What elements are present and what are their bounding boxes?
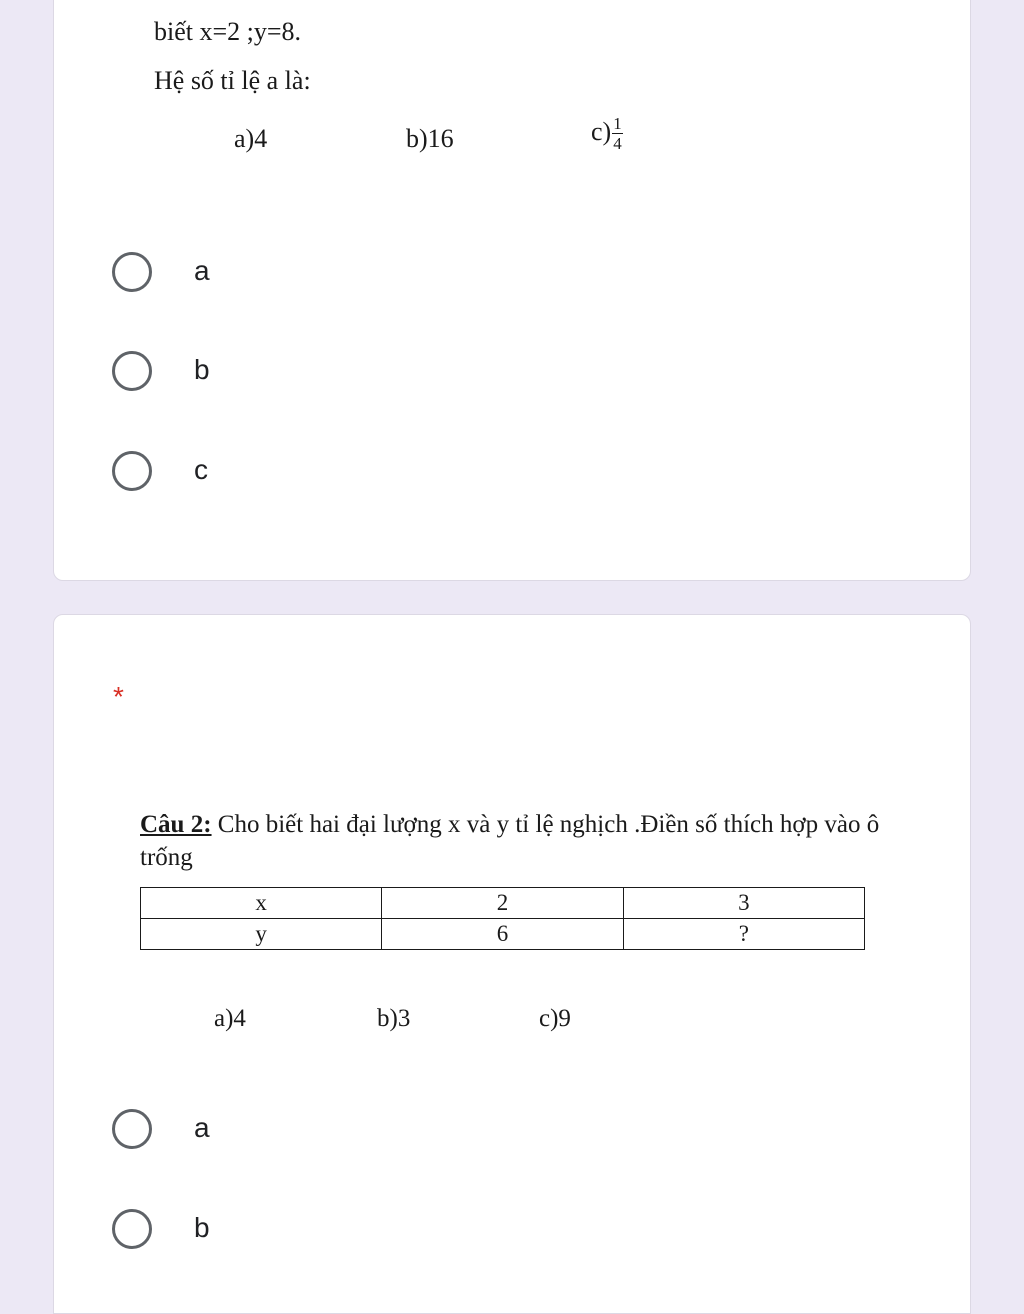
fraction-numerator: 1 — [613, 114, 622, 133]
question-2-option-b[interactable] — [112, 1209, 412, 1259]
question-1-given: biết x=2 ;y=8. — [154, 17, 302, 46]
question-2-statement: Cho biết hai đại lượng x và y tỉ lệ nghịch .Điền số thích hợp vào ô trống — [140, 811, 880, 871]
question-1-prompt: Hệ số tỉ lệ a là: — [154, 66, 311, 95]
question-1-option-a[interactable] — [112, 252, 412, 302]
question-2-table — [140, 887, 865, 950]
radio-button[interactable] — [112, 252, 152, 292]
question-2-choice-a-text: a)4 — [214, 1005, 246, 1032]
question-1-choice-a-text: a)4 — [234, 124, 268, 153]
table-row — [141, 888, 865, 919]
question-1-choice-c-text — [591, 116, 623, 152]
question-2-label: Câu 2: — [140, 811, 212, 838]
question-2-text — [140, 808, 900, 874]
option-label: b — [194, 1212, 210, 1243]
table-cell: y — [141, 919, 382, 950]
question-2-option-a[interactable] — [112, 1109, 412, 1159]
radio-button[interactable] — [112, 1109, 152, 1149]
required-asterisk: * — [113, 681, 124, 712]
option-label: a — [194, 1112, 210, 1143]
table-row — [141, 919, 865, 950]
table-cell: ? — [623, 919, 864, 950]
table-cell: x — [141, 888, 382, 919]
table-cell: 6 — [382, 919, 623, 950]
radio-button[interactable] — [112, 1209, 152, 1249]
fraction-denominator: 4 — [613, 134, 622, 153]
choice-c-prefix: c) — [591, 116, 612, 146]
table-cell: 3 — [623, 888, 864, 919]
radio-button[interactable] — [112, 451, 152, 491]
question-1-option-b[interactable] — [112, 351, 412, 401]
question-2-card — [53, 614, 971, 1314]
question-1-choice-b-text: b)16 — [406, 124, 454, 153]
table-cell: 2 — [382, 888, 623, 919]
option-label: a — [194, 255, 210, 286]
fraction-one-quarter — [612, 116, 623, 152]
question-2-choice-c-text: c)9 — [539, 1005, 571, 1032]
option-label: c — [194, 454, 208, 485]
option-label: b — [194, 354, 210, 385]
question-2-choice-b-text: b)3 — [377, 1005, 411, 1032]
question-1-card — [53, 0, 971, 581]
radio-button[interactable] — [112, 351, 152, 391]
question-1-option-c[interactable] — [112, 451, 412, 501]
